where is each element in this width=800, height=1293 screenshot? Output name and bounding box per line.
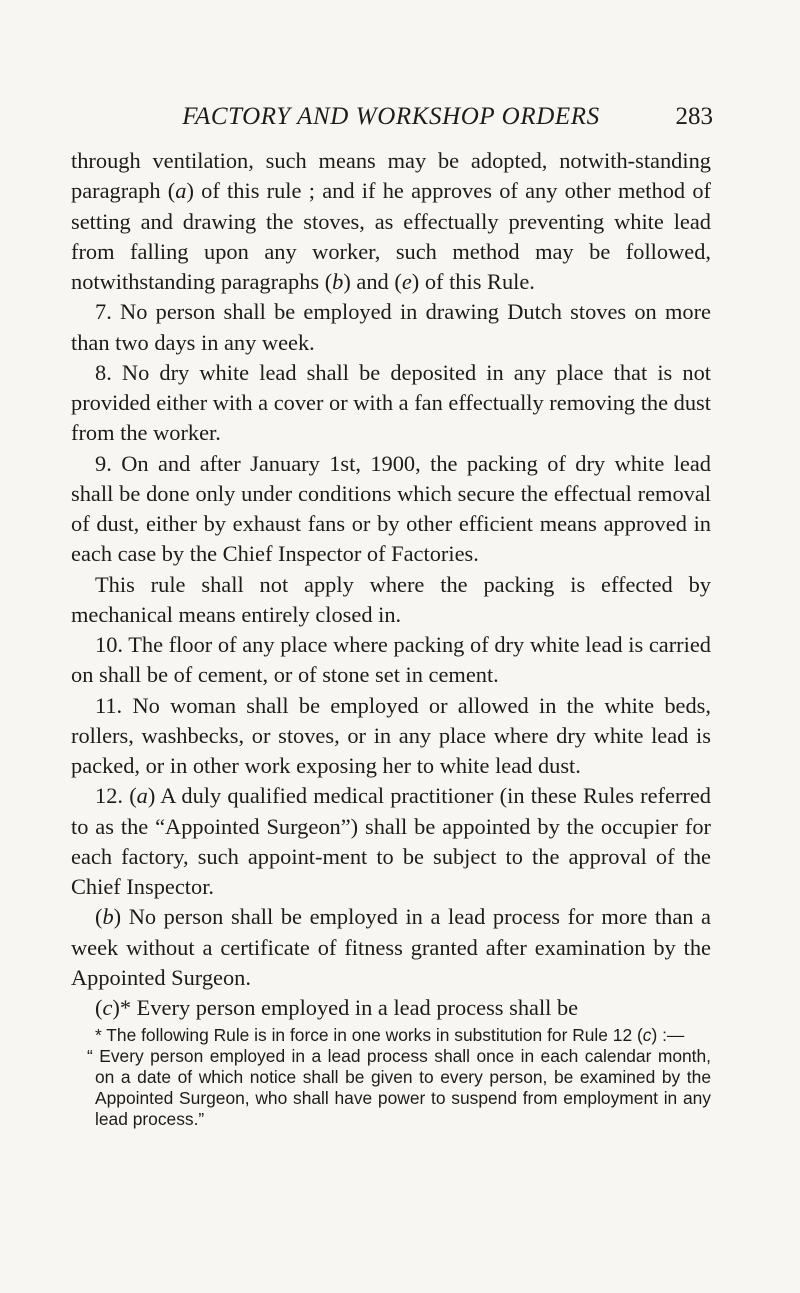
page-number: 283: [675, 103, 713, 130]
text-run: (: [95, 904, 103, 930]
footnote: [71, 1025, 711, 1130]
rule-10: 10. The floor of any place where packing of dry white lead is carried on shall be of cement, or of stone set in cement.: [71, 632, 711, 688]
text-run: ) :—: [651, 1025, 685, 1045]
text-run: ) No person shall be employed in a lead process for more than a week without a certificate of fitness granted after examination by the Appointed Surgeon.: [71, 904, 711, 990]
running-header-title: FACTORY AND WORKSHOP ORDERS: [182, 103, 600, 130]
text-run: (: [95, 995, 103, 1020]
text-run: ) and (: [343, 269, 402, 294]
text-run: ) A duly qualified medical practitioner (in these Rules referred to as the “Appointed Surgeon”) shall be appointed by the occupier for each factory, such appoint-ment to be subject to the approval of the Chief Inspector.: [71, 783, 712, 899]
rule-9: 9. On and after January 1st, 1900, the packing of dry white lead shall be done only under conditions which secure the effectual removal of dust, either by exhaust fans or by other efficient means approved in each case by the Chief Inspector of Factories.: [71, 450, 711, 567]
footnote-quote: “ Every person employed in a lead process shall once in each calendar month, on a date of which notice shall be given to every person, be examined by the Appointed Surgeon, who shall have power to suspend from employment in any lead process.”: [87, 1046, 711, 1129]
text-run: )* Every person employed in a lead process shall be: [112, 995, 579, 1020]
italic-letter: b: [332, 269, 344, 294]
rule-12b: [71, 902, 711, 993]
body-text: [71, 146, 711, 1023]
text-run: ) of this rule ; and if he approves of any other method of setting and drawing the stoves, as effectually preventing white lead from falling upon any worker, such method may be followed, notwithstanding paragraphs (: [71, 178, 712, 294]
paragraph-continuation: [71, 146, 711, 297]
italic-letter: e: [401, 269, 412, 294]
text-run: 12. (: [95, 783, 137, 809]
rule-12c: [71, 993, 711, 1023]
text-run: ) of this Rule.: [411, 269, 535, 294]
italic-letter: c: [642, 1025, 652, 1045]
rule-11: 11. No woman shall be employed or allowed in the white beds, rollers, washbecks, or stoves, or in any place where dry white lead is packed, or in other work exposing her to white lead dust.: [71, 692, 711, 778]
rule-8: 8. No dry white lead shall be deposited in any place that is not provided either with a cover or with a fan effectually removing the dust from the worker.: [71, 359, 711, 446]
text-run: through ventilation, such means may be adopted, notwith-standing paragraph (: [71, 148, 711, 204]
text-run: * The following Rule is in force in one works in substitution for Rule 12 (: [95, 1025, 643, 1045]
rule-7: 7. No person shall be employed in drawing Dutch stoves on more than two days in any week.: [71, 299, 711, 355]
italic-letter: c: [102, 995, 113, 1020]
rule-9-proviso: This rule shall not apply where the packing is effected by mechanical means entirely closed in.: [71, 571, 711, 627]
italic-letter: a: [175, 178, 187, 204]
rule-12a: [71, 781, 711, 902]
footnote-lead: [71, 1025, 711, 1046]
italic-letter: a: [136, 783, 148, 809]
italic-letter: b: [102, 904, 114, 930]
